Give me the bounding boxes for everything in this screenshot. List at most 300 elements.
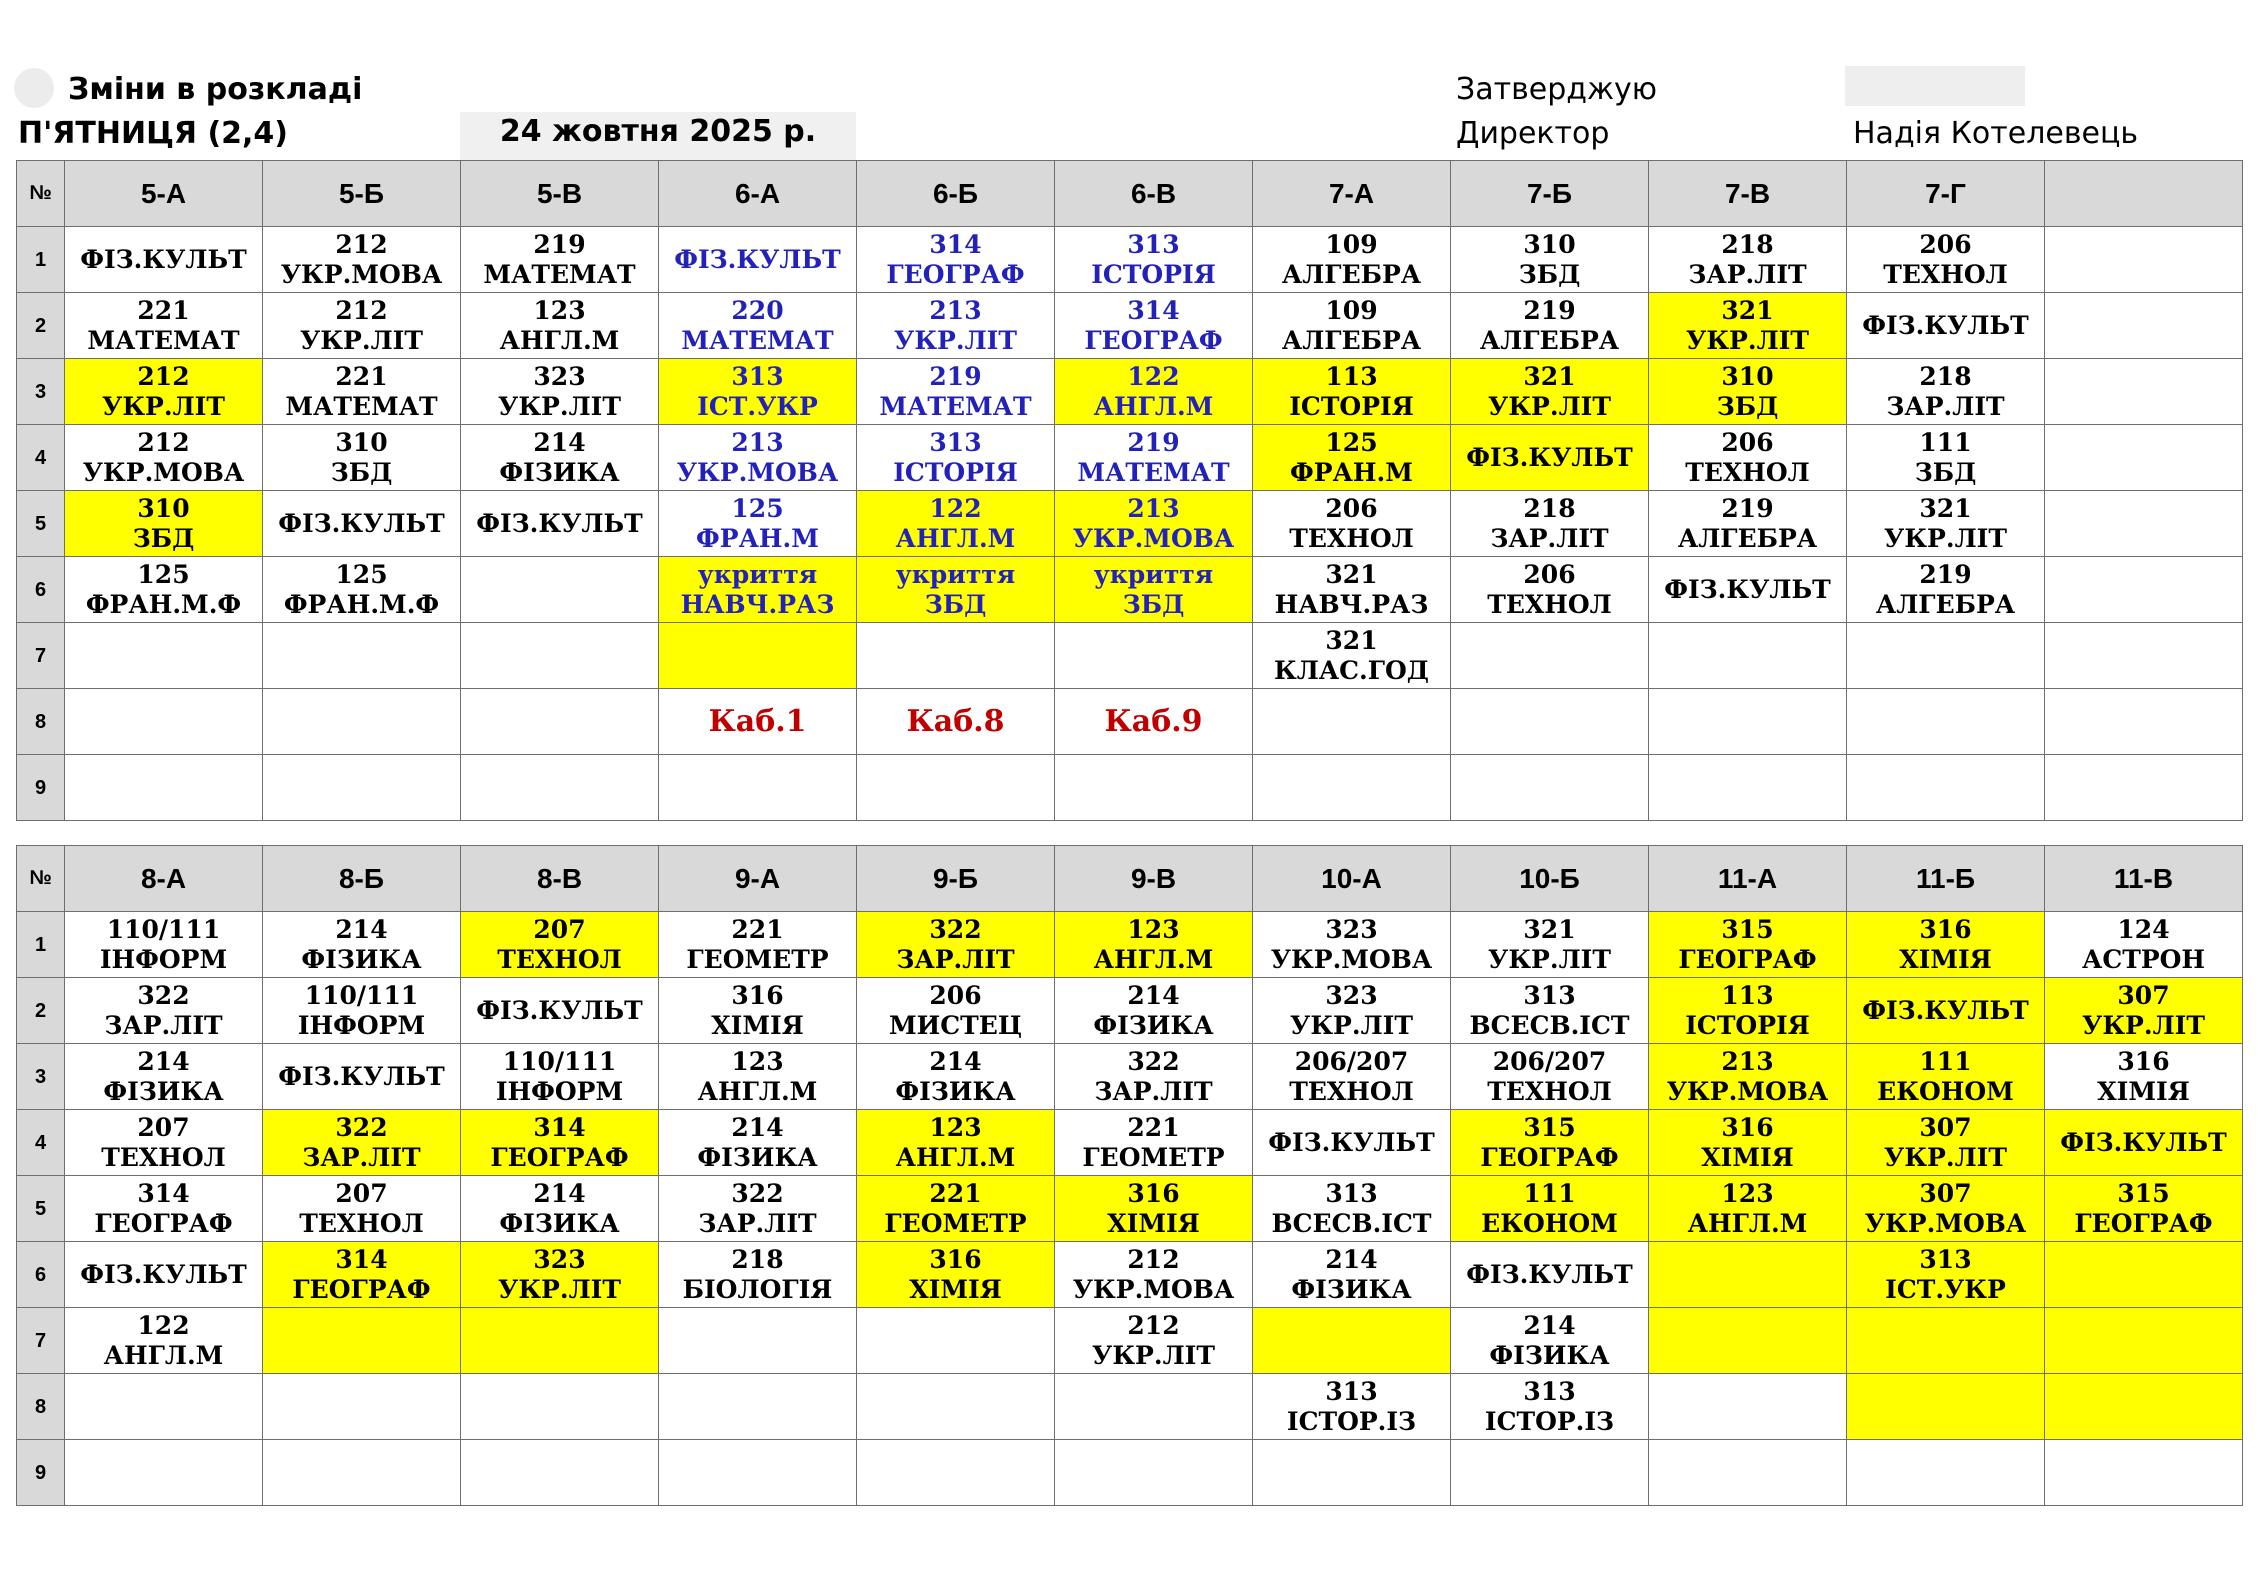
subject-name: ІСТОРІЯ bbox=[1091, 259, 1216, 289]
lesson-cell bbox=[1055, 491, 1253, 557]
room-number: 313 bbox=[1919, 1244, 1972, 1274]
subject-name: УКР.ЛІТ bbox=[498, 391, 621, 421]
subject-name: ЗБД bbox=[924, 589, 987, 619]
subject-name: АНГЛ.М bbox=[1093, 391, 1214, 421]
lesson-row bbox=[17, 1440, 2243, 1506]
room-number: 212 bbox=[137, 427, 190, 457]
lesson-cell bbox=[461, 227, 659, 293]
room-number: укриття bbox=[895, 559, 1016, 589]
day-label: П'ЯТНИЦЯ (2,4) bbox=[18, 116, 289, 151]
lesson-cell bbox=[2045, 755, 2243, 821]
lesson-cell bbox=[1649, 689, 1847, 755]
class-header: 7-Г bbox=[1847, 161, 2045, 227]
room-number: 214 bbox=[731, 1112, 784, 1142]
lesson-row bbox=[17, 755, 2243, 821]
subject-name: ІНФОРМ bbox=[495, 1076, 624, 1106]
lesson-cell bbox=[857, 623, 1055, 689]
subject-name: МАТЕМАТ bbox=[87, 325, 240, 355]
lesson-cell bbox=[1451, 1374, 1649, 1440]
lesson-cell bbox=[2045, 1044, 2243, 1110]
lesson-cell bbox=[65, 491, 263, 557]
room-number: 316 bbox=[1127, 1178, 1180, 1208]
lesson-cell bbox=[461, 755, 659, 821]
lesson-cell bbox=[1649, 623, 1847, 689]
room-number: 315 bbox=[1721, 914, 1774, 944]
lesson-cell bbox=[659, 557, 857, 623]
subject-name: ФІЗ.КУЛЬТ bbox=[1664, 574, 1831, 604]
lesson-cell bbox=[461, 912, 659, 978]
subject-name: МИСТЕЦ bbox=[888, 1010, 1022, 1040]
lesson-cell bbox=[65, 425, 263, 491]
subject-name: ХІМІЯ bbox=[2097, 1076, 2190, 1106]
subject-name: ГЕОГРАФ bbox=[1084, 325, 1223, 355]
class-header: 8-Б bbox=[263, 846, 461, 912]
room-number: 218 bbox=[731, 1244, 784, 1274]
lesson-cell bbox=[1055, 1308, 1253, 1374]
subject-name: УКР.ЛІТ bbox=[2082, 1010, 2205, 1040]
lesson-cell bbox=[659, 1044, 857, 1110]
subject-name: ІНФОРМ bbox=[297, 1010, 426, 1040]
lesson-cell bbox=[1253, 1044, 1451, 1110]
lesson-cell bbox=[263, 689, 461, 755]
subject-name: УКР.ЛІТ bbox=[498, 1274, 621, 1304]
lesson-cell bbox=[2045, 912, 2243, 978]
lesson-number: 6 bbox=[17, 1242, 65, 1308]
subject-name: ЗБД bbox=[1914, 457, 1977, 487]
room-number: 206/207 bbox=[1294, 1046, 1409, 1076]
subject-name: ФІЗ.КУЛЬТ bbox=[1268, 1127, 1435, 1157]
subject-name: МАТЕМАТ bbox=[483, 259, 636, 289]
room-number: 123 bbox=[929, 1112, 982, 1142]
subject-name: ФІЗ.КУЛЬТ bbox=[278, 1061, 445, 1091]
room-number: 310 bbox=[1523, 229, 1576, 259]
room-number: 207 bbox=[533, 914, 586, 944]
lesson-cell bbox=[65, 1374, 263, 1440]
room-number: 206 bbox=[1919, 229, 1972, 259]
lesson-cell bbox=[857, 978, 1055, 1044]
subject-name: ТЕХНОЛ bbox=[1487, 1076, 1612, 1106]
class-header: 8-В bbox=[461, 846, 659, 912]
room-number: 322 bbox=[137, 980, 190, 1010]
subject-name: АНГЛ.М bbox=[103, 1340, 224, 1370]
subject-name: ТЕХНОЛ bbox=[1289, 1076, 1414, 1106]
lesson-cell bbox=[1847, 1440, 2045, 1506]
subject-name: ФІЗИКА bbox=[697, 1142, 818, 1172]
room-number: 321 bbox=[1325, 559, 1378, 589]
room-number: 213 bbox=[1127, 493, 1180, 523]
lesson-cell bbox=[659, 293, 857, 359]
subject-name: ЗАР.ЛІТ bbox=[1688, 259, 1807, 289]
lesson-cell bbox=[263, 1044, 461, 1110]
lesson-cell bbox=[2045, 293, 2243, 359]
lesson-cell bbox=[857, 1044, 1055, 1110]
lesson-cell bbox=[1847, 491, 2045, 557]
signature-area bbox=[1845, 66, 2025, 106]
lesson-row bbox=[17, 1242, 2243, 1308]
lesson-cell bbox=[1253, 557, 1451, 623]
lesson-cell bbox=[65, 1242, 263, 1308]
subject-name: ФІЗ.КУЛЬТ bbox=[674, 244, 841, 274]
lesson-row bbox=[17, 978, 2243, 1044]
lesson-cell bbox=[659, 491, 857, 557]
room-number: 219 bbox=[929, 361, 982, 391]
lesson-cell bbox=[1253, 1110, 1451, 1176]
lesson-cell bbox=[857, 689, 1055, 755]
subject-name: ЕКОНОМ bbox=[1481, 1208, 1618, 1238]
subject-name: ХІМІЯ bbox=[1107, 1208, 1200, 1238]
class-header: 6-А bbox=[659, 161, 857, 227]
room-number: 218 bbox=[1523, 493, 1576, 523]
lesson-cell bbox=[857, 1308, 1055, 1374]
director-name: Надія Котелевець bbox=[1853, 116, 2139, 151]
lesson-cell bbox=[1451, 1308, 1649, 1374]
lesson-row bbox=[17, 491, 2243, 557]
room-number: 212 bbox=[1127, 1244, 1180, 1274]
room-number: 323 bbox=[1325, 914, 1378, 944]
lesson-cell bbox=[2045, 1110, 2243, 1176]
lesson-cell bbox=[1451, 1242, 1649, 1308]
lesson-cell bbox=[1847, 755, 2045, 821]
lesson-row bbox=[17, 293, 2243, 359]
lesson-cell bbox=[1451, 359, 1649, 425]
lesson-cell bbox=[65, 293, 263, 359]
room-number: 214 bbox=[1523, 1310, 1576, 1340]
lesson-number: 1 bbox=[17, 227, 65, 293]
lesson-row bbox=[17, 227, 2243, 293]
room-number: 213 bbox=[929, 295, 982, 325]
lesson-cell bbox=[1649, 491, 1847, 557]
room-number: 207 bbox=[137, 1112, 190, 1142]
class-header: 8-А bbox=[65, 846, 263, 912]
subject-name: ЗБД bbox=[1122, 589, 1185, 619]
lesson-cell bbox=[2045, 978, 2243, 1044]
room-number: 123 bbox=[1127, 914, 1180, 944]
subject-name: ЗБД bbox=[1518, 259, 1581, 289]
lesson-cell bbox=[1451, 557, 1649, 623]
room-number: 315 bbox=[1523, 1112, 1576, 1142]
lesson-number: 9 bbox=[17, 1440, 65, 1506]
lesson-cell bbox=[2045, 1440, 2243, 1506]
subject-name: ЗАР.ЛІТ bbox=[698, 1208, 817, 1238]
subject-name: ФІЗИКА bbox=[895, 1076, 1016, 1106]
lesson-cell bbox=[65, 1110, 263, 1176]
room-number: 214 bbox=[137, 1046, 190, 1076]
room-number: 316 bbox=[1721, 1112, 1774, 1142]
lesson-cell bbox=[1451, 1044, 1649, 1110]
schedule-table-bottom bbox=[16, 845, 2243, 1506]
lesson-cell bbox=[1649, 1308, 1847, 1374]
lesson-cell bbox=[659, 425, 857, 491]
subject-name: ФІЗИКА bbox=[499, 1208, 620, 1238]
subject-name: ЗАР.ЛІТ bbox=[104, 1010, 223, 1040]
class-header: 7-В bbox=[1649, 161, 1847, 227]
class-header: 6-В bbox=[1055, 161, 1253, 227]
lesson-cell bbox=[1253, 1242, 1451, 1308]
lesson-cell bbox=[1649, 1242, 1847, 1308]
lesson-row bbox=[17, 557, 2243, 623]
lesson-cell bbox=[263, 912, 461, 978]
room-number: 110/111 bbox=[502, 1046, 617, 1076]
lesson-cell bbox=[263, 623, 461, 689]
subject-name: УКР.МОВА bbox=[1666, 1076, 1829, 1106]
subject-name: УКР.МОВА bbox=[82, 457, 245, 487]
lesson-cell bbox=[1649, 557, 1847, 623]
lesson-cell bbox=[65, 1308, 263, 1374]
lesson-cell bbox=[1847, 1110, 2045, 1176]
lesson-cell bbox=[65, 978, 263, 1044]
subject-name: ГЕОГРАФ bbox=[94, 1208, 233, 1238]
lesson-cell bbox=[65, 1176, 263, 1242]
room-number: 220 bbox=[731, 295, 784, 325]
room-number: 123 bbox=[731, 1046, 784, 1076]
lesson-cell bbox=[2045, 1242, 2243, 1308]
room-number: 314 bbox=[335, 1244, 388, 1274]
lesson-cell bbox=[1253, 755, 1451, 821]
lesson-cell bbox=[2045, 1308, 2243, 1374]
room-number: 125 bbox=[335, 559, 388, 589]
subject-name: ФРАН.М bbox=[696, 523, 819, 553]
room-number: 110/111 bbox=[106, 914, 221, 944]
subject-name: ГЕОГРАФ bbox=[1678, 944, 1817, 974]
subject-name: ЗБД bbox=[132, 523, 195, 553]
room-number: 122 bbox=[137, 1310, 190, 1340]
room-number: 214 bbox=[1325, 1244, 1378, 1274]
subject-name: ФІЗ.КУЛЬТ bbox=[278, 508, 445, 538]
subject-name: ТЕХНОЛ bbox=[1685, 457, 1810, 487]
lesson-cell bbox=[65, 689, 263, 755]
subject-name: УКР.ЛІТ bbox=[1488, 391, 1611, 421]
lesson-cell bbox=[1055, 293, 1253, 359]
lesson-cell bbox=[1253, 978, 1451, 1044]
room-number: 310 bbox=[1721, 361, 1774, 391]
lesson-cell bbox=[1055, 623, 1253, 689]
subject-name: ТЕХНОЛ bbox=[101, 1142, 226, 1172]
lesson-cell bbox=[1847, 623, 2045, 689]
lesson-cell bbox=[1847, 1308, 2045, 1374]
subject-name: ГЕОГРАФ bbox=[292, 1274, 431, 1304]
subject-name: ЗАР.ЛІТ bbox=[1094, 1076, 1213, 1106]
lesson-cell bbox=[2045, 689, 2243, 755]
room-number: 221 bbox=[1127, 1112, 1180, 1142]
lesson-cell bbox=[659, 689, 857, 755]
subject-name: ФРАН.М bbox=[1290, 457, 1413, 487]
class-header: 5-В bbox=[461, 161, 659, 227]
lesson-cell bbox=[2045, 1176, 2243, 1242]
subject-name: АНГЛ.М bbox=[697, 1076, 818, 1106]
room-number: 307 bbox=[1919, 1112, 1972, 1142]
lesson-cell bbox=[1253, 1440, 1451, 1506]
lesson-cell bbox=[1055, 978, 1253, 1044]
subject-name: ФІЗИКА bbox=[1489, 1340, 1610, 1370]
subject-name: Каб.9 bbox=[1104, 703, 1203, 739]
lesson-cell bbox=[263, 293, 461, 359]
lesson-cell bbox=[659, 1374, 857, 1440]
lesson-cell bbox=[1055, 557, 1253, 623]
subject-name: УКР.ЛІТ bbox=[1488, 944, 1611, 974]
lesson-cell bbox=[263, 227, 461, 293]
lesson-cell bbox=[857, 491, 1055, 557]
room-number: 313 bbox=[1325, 1178, 1378, 1208]
schedule-table-top bbox=[16, 160, 2243, 821]
subject-name: АЛГЕБРА bbox=[1875, 589, 2016, 619]
lesson-cell bbox=[1253, 912, 1451, 978]
room-number: 221 bbox=[929, 1178, 982, 1208]
lesson-cell bbox=[263, 1374, 461, 1440]
subject-name: ГЕОГРАФ bbox=[886, 259, 1025, 289]
lesson-cell bbox=[857, 227, 1055, 293]
lesson-cell bbox=[1253, 425, 1451, 491]
subject-name: ВСЕСВ.ІСТ bbox=[1271, 1208, 1432, 1238]
subject-name: ХІМІЯ bbox=[1899, 944, 1992, 974]
room-number: 110/111 bbox=[304, 980, 419, 1010]
lesson-number: 4 bbox=[17, 425, 65, 491]
lesson-cell bbox=[1649, 912, 1847, 978]
room-number: 322 bbox=[335, 1112, 388, 1142]
subject-name: ФІЗИКА bbox=[499, 457, 620, 487]
lesson-cell bbox=[461, 1374, 659, 1440]
subject-name: МАТЕМАТ bbox=[879, 391, 1032, 421]
lesson-cell bbox=[1649, 978, 1847, 1044]
lesson-cell bbox=[1451, 912, 1649, 978]
room-number: 316 bbox=[2117, 1046, 2170, 1076]
room-number: 113 bbox=[1721, 980, 1774, 1010]
lesson-cell bbox=[263, 557, 461, 623]
room-number: 221 bbox=[731, 914, 784, 944]
subject-name: ГЕОМЕТР bbox=[686, 944, 829, 974]
room-number: 219 bbox=[1127, 427, 1180, 457]
room-number: 322 bbox=[1127, 1046, 1180, 1076]
lesson-cell bbox=[1451, 1110, 1649, 1176]
class-header: 6-Б bbox=[857, 161, 1055, 227]
lesson-cell bbox=[1253, 1176, 1451, 1242]
lesson-cell bbox=[1055, 755, 1253, 821]
lesson-cell bbox=[263, 1110, 461, 1176]
room-number: 314 bbox=[533, 1112, 586, 1142]
lesson-cell bbox=[659, 978, 857, 1044]
lesson-cell bbox=[1055, 1044, 1253, 1110]
subject-name: ФРАН.М.Ф bbox=[283, 589, 440, 619]
lesson-cell bbox=[1649, 755, 1847, 821]
lesson-cell bbox=[65, 1440, 263, 1506]
subject-name: ФРАН.М.Ф bbox=[85, 589, 242, 619]
lesson-number: 3 bbox=[17, 359, 65, 425]
lesson-cell bbox=[857, 557, 1055, 623]
lesson-cell bbox=[461, 978, 659, 1044]
lesson-number: 2 bbox=[17, 293, 65, 359]
room-number: 111 bbox=[1523, 1178, 1576, 1208]
lesson-cell bbox=[659, 1308, 857, 1374]
lesson-cell bbox=[1253, 227, 1451, 293]
subject-name: ФІЗ.КУЛЬТ bbox=[1862, 310, 2029, 340]
lesson-cell bbox=[1055, 1374, 1253, 1440]
subject-name: АЛГЕБРА bbox=[1677, 523, 1818, 553]
room-number: 122 bbox=[929, 493, 982, 523]
lesson-number: 7 bbox=[17, 623, 65, 689]
subject-name: ЗАР.ЛІТ bbox=[302, 1142, 421, 1172]
room-number: 109 bbox=[1325, 295, 1378, 325]
lesson-cell bbox=[1253, 623, 1451, 689]
room-number: 123 bbox=[533, 295, 586, 325]
lesson-number: 7 bbox=[17, 1308, 65, 1374]
room-number: 321 bbox=[1523, 361, 1576, 391]
subject-name: МАТЕМАТ bbox=[1077, 457, 1230, 487]
lesson-cell bbox=[857, 425, 1055, 491]
room-number: 219 bbox=[533, 229, 586, 259]
lesson-cell bbox=[461, 1110, 659, 1176]
lesson-cell bbox=[1253, 1308, 1451, 1374]
subject-name: НАВЧ.РАЗ bbox=[1274, 589, 1429, 619]
lesson-row bbox=[17, 912, 2243, 978]
lesson-cell bbox=[1055, 1176, 1253, 1242]
room-number: 323 bbox=[1325, 980, 1378, 1010]
room-number: укриття bbox=[1093, 559, 1214, 589]
room-number: 321 bbox=[1523, 914, 1576, 944]
subject-name: Каб.8 bbox=[906, 703, 1005, 739]
subject-name: ТЕХНОЛ bbox=[497, 944, 622, 974]
subject-name: УКР.ЛІТ bbox=[102, 391, 225, 421]
subject-name: УКР.ЛІТ bbox=[1290, 1010, 1413, 1040]
lesson-cell bbox=[65, 755, 263, 821]
room-number: 213 bbox=[731, 427, 784, 457]
subject-name: АЛГЕБРА bbox=[1479, 325, 1620, 355]
room-number: 321 bbox=[1919, 493, 1972, 523]
room-number: 122 bbox=[1127, 361, 1180, 391]
lesson-cell bbox=[857, 912, 1055, 978]
lesson-cell bbox=[461, 623, 659, 689]
subject-name: ХІМІЯ bbox=[1701, 1142, 1794, 1172]
lesson-cell bbox=[1055, 359, 1253, 425]
room-number: 221 bbox=[137, 295, 190, 325]
lesson-cell bbox=[857, 1176, 1055, 1242]
lesson-number-header: № bbox=[17, 161, 65, 227]
lesson-cell bbox=[1649, 1044, 1847, 1110]
subject-name: ФІЗИКА bbox=[1093, 1010, 1214, 1040]
room-number: 313 bbox=[731, 361, 784, 391]
lesson-number: 2 bbox=[17, 978, 65, 1044]
lesson-cell bbox=[1649, 1374, 1847, 1440]
subject-name: УКР.МОВА bbox=[676, 457, 839, 487]
room-number: 218 bbox=[1919, 361, 1972, 391]
lesson-cell bbox=[1055, 227, 1253, 293]
lesson-cell bbox=[1253, 1374, 1451, 1440]
subject-name: ФІЗ.КУЛЬТ bbox=[80, 244, 247, 274]
room-number: укриття bbox=[697, 559, 818, 589]
subject-name: ФІЗ.КУЛЬТ bbox=[1466, 1259, 1633, 1289]
subject-name: ХІМІЯ bbox=[909, 1274, 1002, 1304]
lesson-number: 8 bbox=[17, 689, 65, 755]
lesson-cell bbox=[659, 623, 857, 689]
lesson-cell bbox=[2045, 623, 2243, 689]
lesson-cell bbox=[65, 1044, 263, 1110]
room-number: 314 bbox=[1127, 295, 1180, 325]
lesson-cell bbox=[1055, 912, 1253, 978]
lesson-cell bbox=[263, 1308, 461, 1374]
lesson-cell bbox=[1451, 1176, 1649, 1242]
subject-name: БІОЛОГІЯ bbox=[682, 1274, 833, 1304]
lesson-cell bbox=[263, 1440, 461, 1506]
room-number: 323 bbox=[533, 361, 586, 391]
lesson-row bbox=[17, 359, 2243, 425]
lesson-cell bbox=[461, 1044, 659, 1110]
lesson-cell bbox=[659, 1176, 857, 1242]
lesson-cell bbox=[461, 359, 659, 425]
lesson-cell bbox=[461, 689, 659, 755]
lesson-cell bbox=[65, 912, 263, 978]
room-number: 310 bbox=[335, 427, 388, 457]
room-number: 125 bbox=[137, 559, 190, 589]
lesson-row bbox=[17, 1110, 2243, 1176]
lesson-cell bbox=[1055, 1440, 1253, 1506]
